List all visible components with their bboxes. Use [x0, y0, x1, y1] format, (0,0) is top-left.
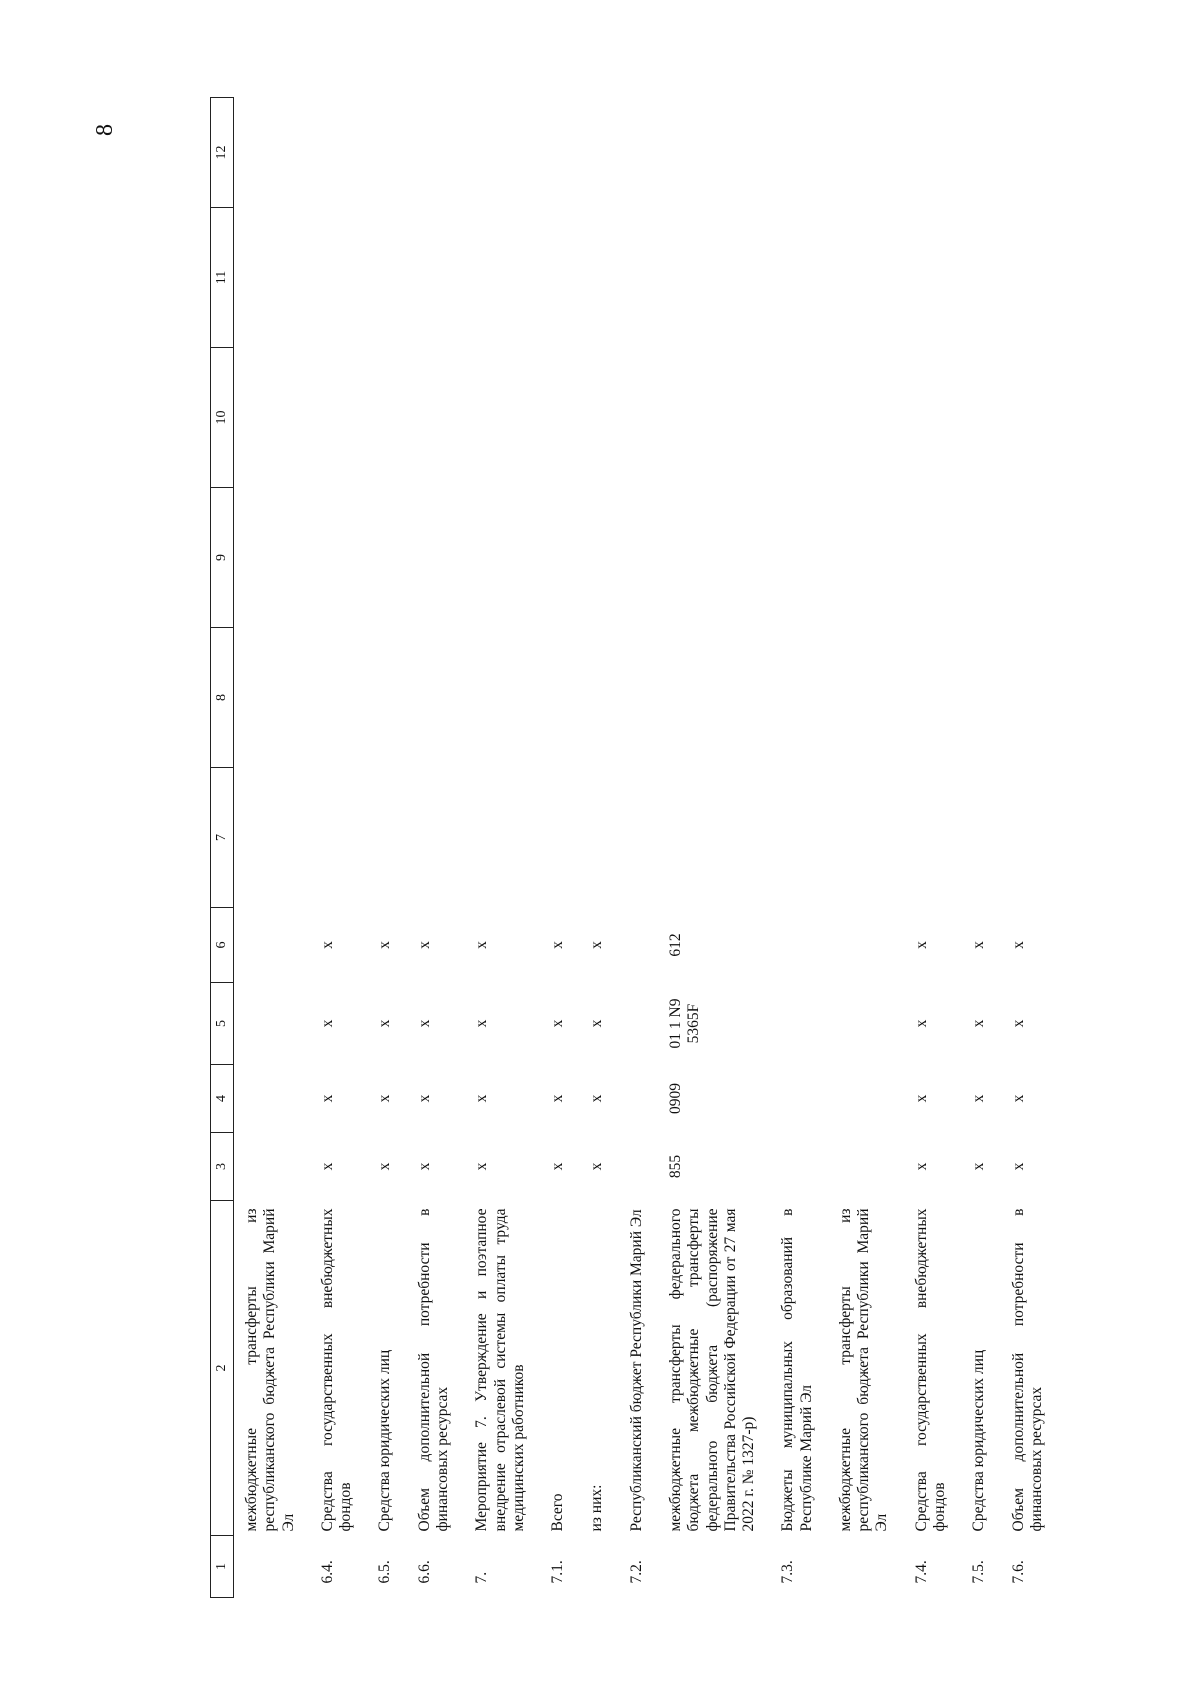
col-7-value [310, 768, 368, 908]
col-8-value [1001, 628, 1059, 768]
col-3-value [770, 1133, 828, 1201]
col-4-value: х [1009, 1094, 1027, 1103]
col-3-value: х [970, 1162, 988, 1171]
table-row [367, 98, 406, 1598]
col-9-value [464, 488, 540, 628]
col-5-value: х [318, 1019, 336, 1028]
column-header-8: 8 [211, 628, 234, 768]
row-number: 6.5. [376, 1560, 394, 1584]
column-header-12: 12 [211, 98, 234, 208]
column-header-2: 2 [211, 1201, 234, 1536]
col-5-value: х [970, 1019, 988, 1028]
col-6-value [770, 908, 828, 983]
col-10-value [1001, 348, 1059, 488]
col-11-value [540, 208, 579, 348]
col-5-value [828, 983, 904, 1065]
row-description: Республиканский бюджет Республики Марий Эл [627, 1209, 645, 1532]
col-9-value [234, 488, 310, 628]
col-4-value: х [970, 1094, 988, 1103]
table-row [540, 98, 579, 1598]
col-8-value [828, 628, 904, 768]
col-4-value [234, 1065, 310, 1133]
row-number: 7.4. [912, 1560, 930, 1584]
col-5-value: 01 1 N9 5365F [666, 998, 703, 1049]
col-3-value: х [549, 1162, 567, 1171]
col-12-value [770, 98, 828, 208]
col-11-value [658, 208, 770, 348]
col-12-value [961, 98, 1000, 208]
col-8-value [407, 628, 465, 768]
col-3-value: х [588, 1162, 606, 1171]
col-6-value: х [970, 941, 988, 949]
col-4-value [828, 1065, 904, 1133]
column-header-4: 4 [211, 1065, 234, 1133]
column-header-10: 10 [211, 348, 234, 488]
table-row [310, 98, 368, 1598]
col-4-value [770, 1065, 828, 1133]
col-8-value [464, 628, 540, 768]
col-9-value [770, 488, 828, 628]
col-3-value [619, 1133, 658, 1201]
column-header-11: 11 [211, 208, 234, 348]
col-8-value [619, 628, 658, 768]
row-description: Средства государственных внебюджетных фондов [318, 1208, 355, 1532]
row-number [828, 1536, 904, 1598]
column-header-1: 1 [211, 1536, 234, 1598]
col-4-value: 0909 [666, 1083, 684, 1114]
row-description: Бюджеты муниципальных образований в Республике Марий Эл [779, 1208, 815, 1532]
col-11-value [234, 208, 310, 348]
col-3-value: х [318, 1162, 336, 1171]
row-number: 7.5. [970, 1560, 988, 1584]
row-number: 7.6. [1009, 1560, 1027, 1584]
col-4-value [619, 1065, 658, 1133]
col-6-value: х [318, 941, 336, 949]
col-10-value [367, 348, 406, 488]
financing-table [210, 97, 1058, 1598]
col-11-value [579, 208, 618, 348]
col-10-value [234, 348, 310, 488]
col-12-value [619, 98, 658, 208]
table-row [234, 98, 310, 1598]
col-7-value [961, 768, 1000, 908]
col-5-value: х [1009, 1019, 1027, 1028]
col-10-value [540, 348, 579, 488]
col-4-value: х [912, 1094, 930, 1103]
col-5-value [770, 983, 828, 1065]
col-6-value: х [1009, 941, 1027, 949]
col-3-value: х [473, 1162, 491, 1171]
row-number: 7.1. [549, 1560, 567, 1584]
row-number [579, 1536, 618, 1598]
row-number: 6.6. [415, 1560, 433, 1584]
col-11-value [828, 208, 904, 348]
row-number: 7. [473, 1571, 491, 1584]
column-header-5: 5 [211, 983, 234, 1065]
col-12-value [1001, 98, 1059, 208]
col-10-value [828, 348, 904, 488]
col-7-value [367, 768, 406, 908]
col-12-value [464, 98, 540, 208]
table-header-row [211, 98, 234, 1598]
col-7-value [540, 768, 579, 908]
row-number: 7.2. [627, 1560, 645, 1584]
col-7-value [464, 768, 540, 908]
col-5-value: х [549, 1019, 567, 1028]
col-9-value [658, 488, 770, 628]
row-description: Средства юридических лиц [970, 1349, 988, 1532]
col-12-value [540, 98, 579, 208]
col-9-value [579, 488, 618, 628]
table-row [770, 98, 828, 1598]
col-6-value [828, 908, 904, 983]
col-5-value [619, 983, 658, 1065]
col-12-value [367, 98, 406, 208]
table-body [234, 98, 1059, 1598]
column-header-6: 6 [211, 908, 234, 983]
column-header-7: 7 [211, 768, 234, 908]
col-3-value: х [415, 1162, 433, 1171]
col-10-value [961, 348, 1000, 488]
col-12-value [310, 98, 368, 208]
col-11-value [367, 208, 406, 348]
table-row [407, 98, 465, 1598]
col-4-value: х [549, 1094, 567, 1103]
col-12-value [828, 98, 904, 208]
col-6-value: 612 [666, 933, 684, 957]
table-row [961, 98, 1000, 1598]
col-12-value [407, 98, 465, 208]
col-3-value [828, 1133, 904, 1201]
col-8-value [579, 628, 618, 768]
col-7-value [1001, 768, 1059, 908]
row-description: Средства юридических лиц [376, 1349, 394, 1532]
col-6-value: х [473, 941, 491, 949]
col-3-value: х [376, 1162, 394, 1171]
row-description: Мероприятие 7. Утверждение и поэтапное внедрение отраслевой системы оплаты труда медицинских работников [473, 1208, 527, 1532]
col-7-value [770, 768, 828, 908]
row-number [234, 1536, 310, 1598]
table-row [904, 98, 962, 1598]
row-description: из них: [588, 1484, 606, 1532]
page-number: 8 [92, 124, 118, 136]
col-9-value [1001, 488, 1059, 628]
col-8-value [904, 628, 962, 768]
col-7-value [828, 768, 904, 908]
col-10-value [407, 348, 465, 488]
col-7-value [234, 768, 310, 908]
col-5-value: х [415, 1019, 433, 1028]
col-6-value: х [588, 941, 606, 949]
col-11-value [770, 208, 828, 348]
col-5-value: х [588, 1019, 606, 1028]
row-number [658, 1536, 770, 1598]
col-7-value [619, 768, 658, 908]
column-header-3: 3 [211, 1133, 234, 1201]
col-6-value [619, 908, 658, 983]
col-6-value [234, 908, 310, 983]
col-10-value [770, 348, 828, 488]
col-4-value: х [473, 1094, 491, 1103]
table-row [619, 98, 658, 1598]
col-12-value [579, 98, 618, 208]
row-description: Средства государственных внебюджетных фондов [912, 1208, 949, 1532]
col-8-value [770, 628, 828, 768]
col-4-value: х [415, 1094, 433, 1103]
row-number: 7.3. [779, 1560, 797, 1584]
col-10-value [464, 348, 540, 488]
row-description: межбюджетные трансферты из республиканского бюджета Республики Марий Эл [836, 1208, 891, 1532]
col-3-value: х [912, 1162, 930, 1171]
col-6-value: х [912, 941, 930, 949]
row-description: Объем дополнительной потребности в финансовых ресурсах [1009, 1208, 1045, 1532]
col-9-value [828, 488, 904, 628]
col-9-value [310, 488, 368, 628]
col-5-value: х [912, 1019, 930, 1028]
row-description: межбюджетные трансферты федерального бюджета межбюджетные трансферты федерального бюджета (распоряжение Правительства Российской Федерации от 27 мая 2022 г. № 1327-р) [666, 1208, 758, 1532]
col-9-value [540, 488, 579, 628]
col-3-value [234, 1133, 310, 1201]
financing-table-wrapper [210, 98, 1058, 1598]
col-11-value [961, 208, 1000, 348]
row-description: Всего [549, 1493, 567, 1532]
table-row [579, 98, 618, 1598]
col-10-value [904, 348, 962, 488]
col-5-value [234, 983, 310, 1065]
col-7-value [579, 768, 618, 908]
col-11-value [904, 208, 962, 348]
col-3-value: 855 [666, 1154, 684, 1179]
col-11-value [310, 208, 368, 348]
col-8-value [234, 628, 310, 768]
col-6-value: х [549, 941, 567, 949]
row-number: 6.4. [318, 1560, 336, 1584]
col-9-value [619, 488, 658, 628]
col-6-value: х [415, 941, 433, 949]
col-5-value: х [376, 1019, 394, 1028]
col-12-value [904, 98, 962, 208]
col-7-value [658, 768, 770, 908]
col-10-value [310, 348, 368, 488]
col-8-value [540, 628, 579, 768]
col-11-value [1001, 208, 1059, 348]
col-12-value [658, 98, 770, 208]
col-4-value: х [376, 1094, 394, 1103]
row-description: Объем дополнительной потребности в финансовых ресурсах [415, 1208, 451, 1532]
table-row [658, 98, 770, 1598]
col-9-value [904, 488, 962, 628]
col-11-value [464, 208, 540, 348]
col-8-value [310, 628, 368, 768]
table-row [828, 98, 904, 1598]
col-7-value [904, 768, 962, 908]
table-row [1001, 98, 1059, 1598]
col-5-value: х [473, 1019, 491, 1028]
col-10-value [619, 348, 658, 488]
row-description: межбюджетные трансферты из республиканского бюджета Республики Марий Эл [243, 1208, 297, 1532]
col-9-value [407, 488, 465, 628]
col-3-value: х [1009, 1162, 1027, 1171]
col-6-value: х [376, 941, 394, 949]
col-8-value [367, 628, 406, 768]
col-9-value [367, 488, 406, 628]
col-4-value: х [588, 1094, 606, 1103]
col-4-value: х [318, 1094, 336, 1103]
col-8-value [961, 628, 1000, 768]
col-12-value [234, 98, 310, 208]
column-header-9: 9 [211, 488, 234, 628]
col-10-value [579, 348, 618, 488]
col-9-value [961, 488, 1000, 628]
col-11-value [407, 208, 465, 348]
col-8-value [658, 628, 770, 768]
table-row [464, 98, 540, 1598]
col-11-value [619, 208, 658, 348]
col-7-value [407, 768, 465, 908]
col-10-value [658, 348, 770, 488]
